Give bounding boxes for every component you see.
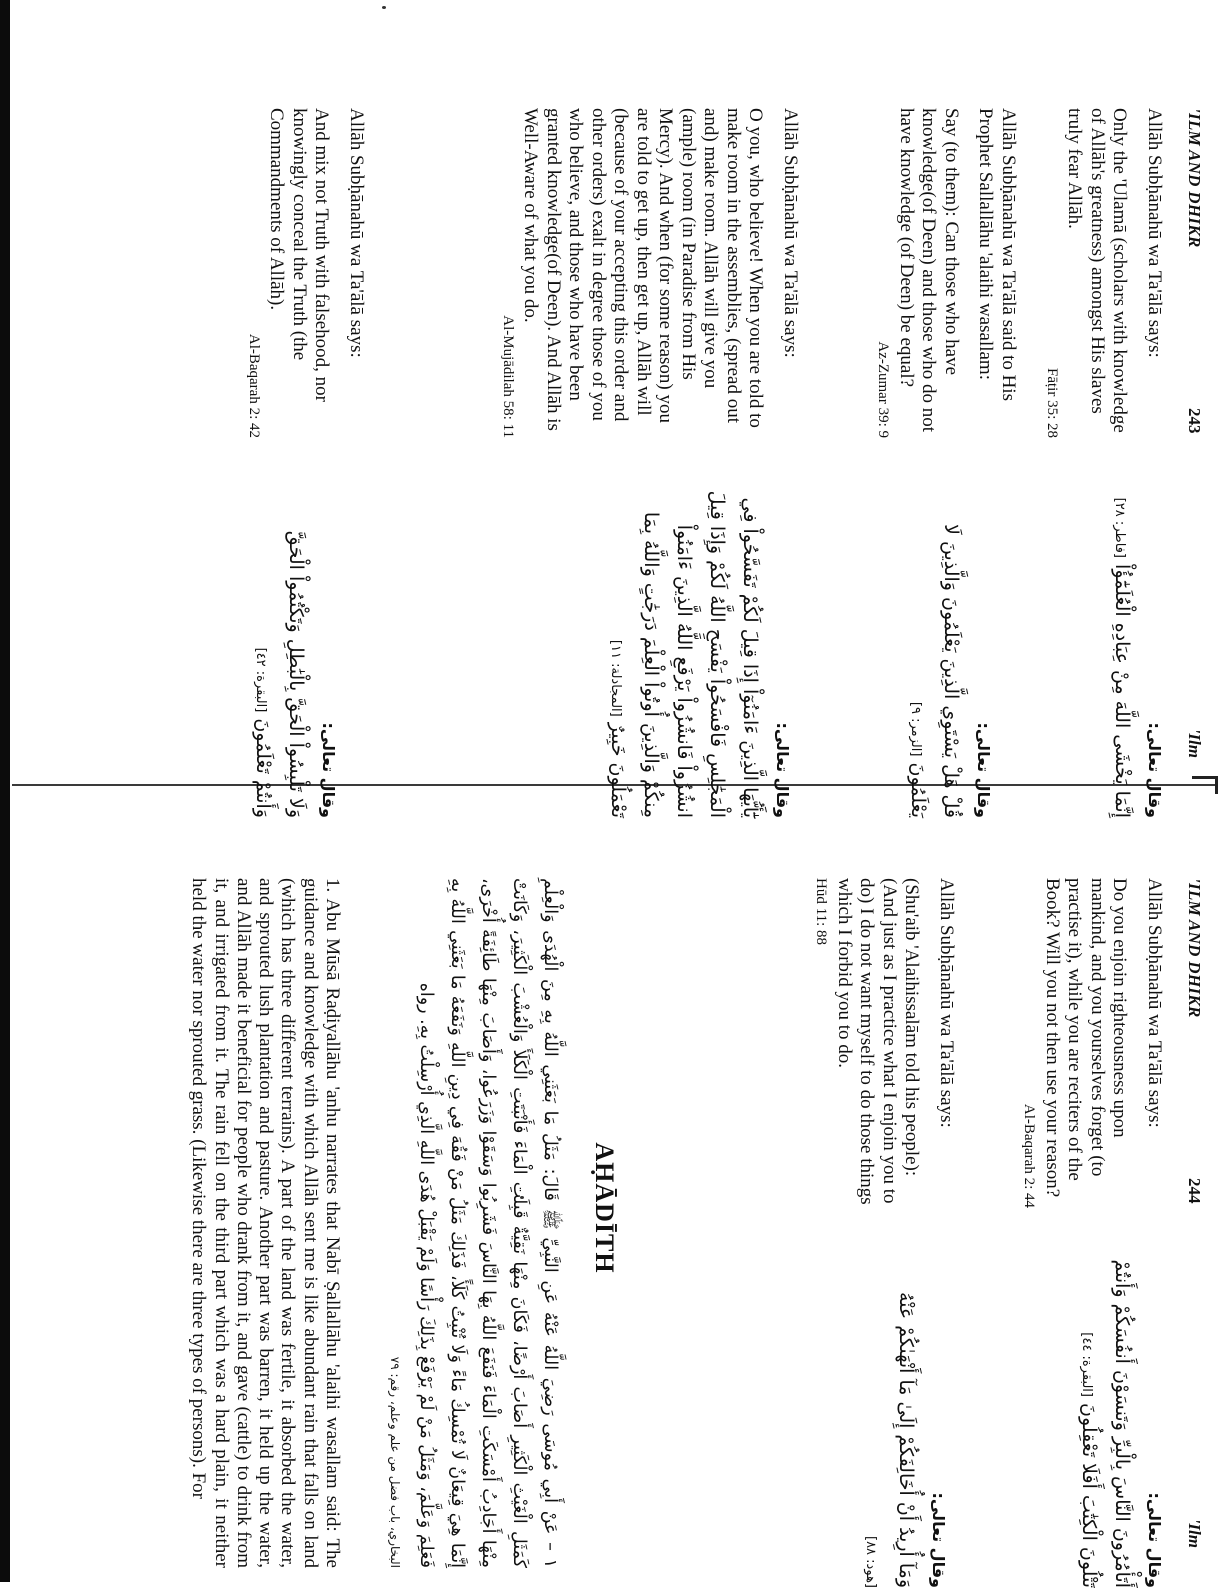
verse-block-english (1041, 108, 1166, 438)
verse-block-english (872, 108, 1019, 438)
arabic-intro: وقال تعالى: (1145, 1492, 1164, 1588)
verse-reference: Hūd 11: 88 (813, 878, 830, 945)
hadith-arabic-text: ١ – عَنْ أَبِي مُوسَى رَضِيَ اللَّهُ عَنْهُ عَنِ النَّبِيِّ ﷺ قَالَ: مَثَلُ مَا بَعَثَنِي اللَّهُ بِهِ مِنَ الْهُدَى وَالْعِلْمِ كَمَثَلِ الْغَيْثِ الْكَثِيرِ أَصَابَ أَرْضًا، فَكَانَ مِنْهَا نَقِيَّةٌ قَبِلَتِ الْمَاءَ فَأَنْبَتَتِ الْكَلَأَ وَالْعُشْبَ الْكَثِيرَ، وَكَانَتْ مِنْهَا أَجَادِبُ أَمْسَكَتِ الْمَاءَ فَنَفَعَ اللَّهُ بِهَا النَّاسَ فَشَرِبُوا وَسَقَوْا وَزَرَعُوا، وَأَصَابَ مِنْهَا طَائِفَةً أُخْرَى، إِنَّمَا هِيَ قِيعَانٌ لَا تُمْسِكُ مَاءً وَلَا تُنْبِتُ كَلَأً، فَذَلِكَ مَثَلُ مَنْ فَقُهَ فِي دِينِ اللَّهِ وَنَفَعَهُ مَا بَعَثَنِي اللَّهُ بِهِ فَعَلِمَ وَعَلَّمَ، وَمَثَلُ مَنْ لَمْ يَرْفَعْ بِذَلِكَ رَأْسًا وَلَمْ يَقْبَلْ هُدَى اللَّهِ الَّذِي أُرْسِلْتُ بِهِ. رواه (416, 878, 560, 1568)
arabic-verse: وَلَا تَلْبِسُواْ الْحَقَّ بِالْبَٰطِلِ وَتَكْتُمُواْ الْحَقَّ وَأَنتُمْ تَعْلَمُونَ (252, 530, 307, 818)
verse-reference: Al-Baqarah 2: 44 (1021, 1103, 1038, 1208)
running-title: 'ILM AND DHIKR (1185, 108, 1204, 248)
hadith-arabic-source: البخاري، باب فضل من علم وعلم، رقم: ٧٩ (388, 1356, 402, 1568)
says-line: Allāh Subḥānahū wa Ta'ālā said to His Prophet Sallallāhu 'alaihi wasallam: (975, 108, 1019, 402)
page-244 (55, 848, 1205, 1588)
says-line: Allāh Subḥānahū wa Ta'ālā says: (780, 108, 801, 358)
page-243 (50, 78, 1205, 818)
page-header (1177, 78, 1205, 778)
arabic-verse: إِنَّمَا يَخْشَى اللَّهَ مِنْ عِبَادِهِ الْعُلَمَٰٓؤُاْ (1111, 564, 1133, 818)
arabic-verse: يَٰٓأَيُّهَا الَّذِينَ ءَامَنُوٓاْ إِذَا قِيلَ لَكُمْ تَفَسَّحُواْ فِي الْمَجَٰلِسِ فَافْسَحُواْ يَفْسَحِ اللَّهُ لَكُمْ وَإِذَا قِيلَ انشُزُواْ فَانشُزُواْ يَرْفَعِ اللَّهُ الَّذِينَ ءَامَنُواْ مِنكُمْ وَالَّذِينَ أُوتُواْ الْعِلْمَ دَرَجَٰتٍ وَاللَّهُ بِمَا تَعْمَلُونَ خَبِيرٌ (607, 490, 761, 818)
arabic-intro: وقال تعالى: (773, 722, 792, 818)
section-label: 'Ilm (1185, 728, 1204, 758)
arabic-reference: [البقرة: ٤٢] (253, 647, 268, 713)
verse-reference: Fāṭir 35: 28 (1044, 368, 1060, 438)
verse-block-arabic (899, 488, 1000, 818)
hadith-english: 1. Abu Mūsā Raḍiyallāhu 'anhu narrates that Nabī Ṣallallāhu 'alaihi wasallam said: The guidance and knowledge with which Allāh sent me is like abundant rain that falls on land (which has three different terrains). A part of the land was fertile, it absorbed the water, and sprouted lush plantation and pasture. Another part was barren, it held up the water, and Allāh made it beneficial for people who drank from it, and gave (cattle) to drink from it, and irrigated from it. The rain fell on the third part which was a hard plain, it neither held the water nor sprouted grass. (Likewise there are three types of persons). For (188, 878, 343, 1568)
arabic-reference: [هود: ٨٨] (863, 1536, 878, 1588)
arabic-verse: أَتَأْمُرُونَ النَّاسَ بِالْبِرِّ وَتَنسَوْنَ أَنفُسَكُمْ وَأَنتُمْ تَتْلُونَ الْكِتَٰبَ أَفَلَا تَعْقِلُونَ (1078, 1259, 1133, 1588)
page-number: 244 (1185, 1178, 1204, 1204)
verse-translation: Do you enjoin righteousness upon mankind, and you yourselves forget (to practise it), while you are reciters of the Book? Will you not then use your reason? (1042, 878, 1131, 1198)
arabic-verse: قُلْ هَلْ يَسْتَوِي الَّذِينَ يَعْلَمُونَ وَالَّذِينَ لَا يَعْلَمُونَ (907, 524, 962, 818)
arabic-intro: وقال تعالى: (929, 1492, 948, 1588)
verse-translation: Say (to them): Can those who have knowledge(of Deen) and those who do not have knowledge (of Deen) be equal? (896, 108, 962, 432)
hadith-arabic (379, 878, 565, 1568)
says-line: Allāh Subḥānahū wa Ta'ālā says: (936, 878, 957, 1128)
verse-reference: Al-Baqarah 2: 42 (246, 333, 262, 438)
arabic-intro: وقال تعالى: (319, 722, 338, 818)
verse-translation: (Shu'aib 'Alaihissalām told his people): (And just as I practice what I enjoin you to do) I do not want myself to do those things which I forbid you to do. (834, 878, 923, 1205)
scan-speck (382, 6, 386, 9)
arabic-reference: [البقرة: ٤٤] (1079, 1332, 1094, 1397)
arabic-reference: [الزمر: ٩] (908, 701, 923, 757)
verse-block-arabic (1070, 1258, 1171, 1588)
arabic-intro: وقال تعالى: (974, 722, 993, 818)
verse-reference: Az-Zumar 39: 9 (875, 341, 892, 438)
verse-block-english (810, 878, 957, 1208)
verse-translation: Only the 'Ulamā (scholars with knowledge of Allāh's greatness) amongst His slaves truly fear Allāh. (1064, 108, 1131, 433)
book-binding-edge (0, 0, 10, 1582)
section-label: 'Ilm (1185, 1518, 1204, 1548)
verse-block-english (243, 108, 368, 438)
says-line: Allāh Subḥānahū wa Ta'ālā says: (1144, 108, 1165, 358)
verse-reference: Al-Mujādilah 58: 11 (500, 315, 516, 438)
page-fold-mark (1192, 776, 1218, 794)
arabic-intro: وقال تعالى: (1145, 722, 1164, 818)
section-heading: AḤĀDĪTH (590, 1142, 619, 1274)
arabic-reference: [فاطر: ٢٨] (1112, 497, 1127, 558)
verse-block-arabic (1103, 488, 1171, 818)
arabic-verse: وَمَآ أُرِيدُ أَنْ أُخَالِفَكُمْ إِلَىٰ مَآ أَنْهَىٰكُمْ عَنْهُ (895, 1291, 917, 1588)
verse-block-english (1018, 878, 1165, 1208)
arabic-reference: [المجادلة: ١١] (608, 639, 623, 717)
verse-block-arabic (244, 488, 345, 818)
running-title: 'ILM AND DHIKR (1185, 878, 1204, 1018)
page-header (1177, 848, 1205, 1568)
verse-block-arabic (854, 1258, 955, 1588)
verse-translation: O you, who believe! When you are told to make room in the assemblies, (spread out and) make room. Allāh will give you (ample) room (in Paradise from His Mercy). And when (for some reason) you are told to get up, then get up, Allāh will (because of your accepting this order and other orders) exalt in degree those of you who believe, and those who have been granted knowledge(of Deen). And Allāh is Well-Aware of what you do. (520, 108, 767, 431)
verse-block-arabic (599, 488, 799, 818)
says-line: Allāh Subḥānahū wa Ta'ālā says: (346, 108, 367, 358)
verse-block-english (497, 108, 802, 438)
verse-translation: And mix not Truth with falsehood, nor knowingly conceal the Truth (the Commandments of Allāh). (266, 108, 333, 402)
page-number: 243 (1185, 408, 1204, 434)
says-line: Allāh Subḥānahū wa Ta'ālā says: (1144, 878, 1165, 1128)
